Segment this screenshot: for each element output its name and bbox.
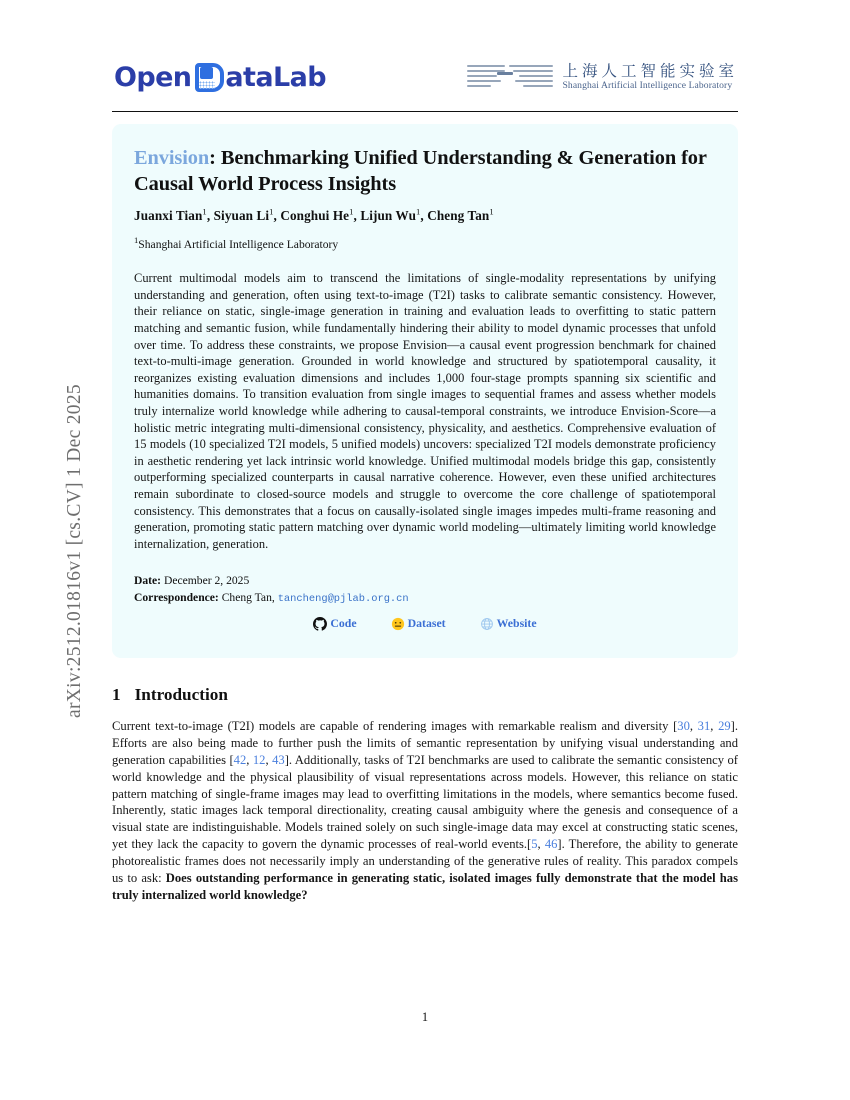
correspondence-label: Correspondence: xyxy=(134,591,219,605)
section-number: 1 xyxy=(112,685,121,705)
shanghai-ai-lab-mark-icon xyxy=(467,61,553,93)
cite-sep: , xyxy=(265,753,273,768)
author-affil-marker: 1 xyxy=(349,206,354,217)
arxiv-stamp-text: arXiv:2512.01816v1 [cs.CV] 1 Dec 2025 xyxy=(64,384,85,718)
citation-ref[interactable]: 31 xyxy=(697,719,711,734)
correspondence-name: Cheng Tan, xyxy=(221,591,275,605)
opendatalab-mark-icon xyxy=(195,63,224,92)
intro-text-b: ]. Efforts are also being made to further push the limits of semantic representation by unifying visual understanding and generation capabilities [ xyxy=(112,719,739,768)
abstract-text: Current multimodal models aim to transcend the limitations of single-modality representations by unifying understanding and generation, often using text-to-image (T2I) tasks to calibrate semantic consistency. However, their reliance on static, single-image generation in training and evaluation leads to overfitting to static pattern matching and semantic fusion, while fundamentally hindering their ability to model dynamic processes that unfold over time. To address these constraints, we propose Envision—a causal event progression benchmark for chained text-to-multi-image generation. Grounded in world knowledge and structured by spatiotemporal causality, it reorganizes existing evaluation dimensions and includes 1,000 four-stage prompts spanning six scientific and humanities domains. To transition evaluation from single images to sequential frames and assess whether models truly internalize world knowledge while adhering to causal-temporal constraints, we introduce Envision-Score—a holistic metric integrating multi-dimensional consistency, physicality, and aesthetics. Comprehensive evaluation of 15 models (10 specialized T2I models, 5 unified models) uncovers: specialized T2I models demonstrate proficiency in aesthetic rendering yet lack intrinsic world knowledge. Unified multimodal models bridge this gap, consistently outperforming specialized counterparts in causal narrative coherence. However, even these unified architectures remain subordinate to closed-source models and struggle to overcome the core challenge of spatiotemporal consistency. This demonstrates that a focus on causally-isolated single images impedes multi-frame reasoning and generation, promoting static pattern matching over dynamic world modeling—ultimately limiting world knowledge internalization, generation. xyxy=(134,271,716,551)
abstract-card xyxy=(112,124,738,658)
paper-page xyxy=(112,0,738,1100)
section-title: Introduction xyxy=(134,685,228,705)
page-number: 1 xyxy=(421,1010,429,1024)
github-icon xyxy=(313,617,327,631)
citation-ref[interactable]: 12 xyxy=(252,753,266,768)
research-question: Does outstanding performance in generating static, isolated images fully demonstrate that the model has truly internalized world knowledge? xyxy=(112,870,738,902)
author-names: Juanxi Tian$^1$, Siyuan Li$^1$, Conghui He$^1$, Lijun Wu$^1$, Cheng Tan$^1$ xyxy=(134,206,494,224)
affiliation xyxy=(134,235,716,251)
correspondence-line xyxy=(134,590,716,607)
resource-links xyxy=(134,615,716,632)
shanghai-ai-lab-name-en: Shanghai Artificial Intelligence Laboratory xyxy=(562,80,733,92)
code-link-label: Code xyxy=(330,616,357,631)
author-affil-marker: 1 xyxy=(202,206,207,217)
opendatalab-logo-datalab: ataLab xyxy=(225,61,326,93)
website-link-label: Website xyxy=(496,616,537,631)
intro-text-d: ]. Therefore, the ability to generate photorealistic frames does not necessarily imply an understanding of the generative rules of reality. This paradox compels us to ask: xyxy=(112,837,739,885)
author-affil-marker: 1 xyxy=(416,206,421,217)
citation-ref[interactable]: 29 xyxy=(718,719,731,734)
section-heading-introduction xyxy=(112,685,738,705)
date-line xyxy=(134,573,716,590)
opendatalab-logo-open: Open xyxy=(114,61,192,93)
dataset-link-label: Dataset xyxy=(407,616,446,631)
arxiv-stamp xyxy=(0,0,100,1100)
opendatalab-logo xyxy=(114,60,326,94)
author-list xyxy=(134,207,716,224)
page-title xyxy=(134,146,716,198)
website-link[interactable] xyxy=(480,615,537,632)
intro-text-a: Current text-to-image (T2I) models are capable of rendering images with remarkable realism and diversity [ xyxy=(112,719,678,734)
globe-icon xyxy=(480,617,494,631)
date-label: Date: xyxy=(134,574,162,588)
paper-meta xyxy=(134,573,716,632)
shanghai-ai-lab-name-cn: 上海人工智能实验室 xyxy=(562,61,738,80)
intro-text-c: ]. Additionally, tasks of T2I benchmarks are used to calibrate the semantic consistency of world knowledge and the physical plausibility of visual representations across models. However, this reliance on static pattern matching of single-frame images may lead to overfitting limitations in the models, where semantics become fused. Inherently, static images lack temporal directionality, creating causal ambiguity where the genesis and consequence of a visual state are indistinguishable. Models trained solely on such single-image data may excel at constructing static scenes, yet they lack the capacity to govern the dynamic processes of real-world events.[ xyxy=(112,753,738,852)
introduction-paragraph xyxy=(112,718,738,903)
cite-sep: , xyxy=(246,753,253,768)
citation-ref[interactable]: 5 xyxy=(531,837,538,852)
title-brand: Envision xyxy=(134,147,210,169)
citation-ref[interactable]: 42 xyxy=(233,753,247,768)
cite-sep: , xyxy=(537,837,545,852)
citation-ref[interactable]: 30 xyxy=(677,719,690,734)
shanghai-ai-lab-logo xyxy=(467,58,738,96)
citation-ref[interactable]: 43 xyxy=(272,753,285,768)
cite-sep: , xyxy=(689,719,698,734)
header-divider xyxy=(112,111,738,112)
affiliation-marker: 1 xyxy=(134,235,139,246)
cite-sep: , xyxy=(710,719,719,734)
page-header xyxy=(112,58,738,110)
author-affil-marker: 1 xyxy=(489,206,494,217)
dataset-link[interactable] xyxy=(391,615,446,632)
title-rest: : Benchmarking Unified Understanding & Generation for Causal World Process Insights xyxy=(134,147,707,195)
correspondence-email[interactable]: tancheng@pjlab.org.cn xyxy=(277,593,409,606)
author-affil-marker: 1 xyxy=(269,206,274,217)
affiliation-text: Shanghai Artificial Intelligence Laboratory xyxy=(138,238,339,252)
date-value: December 2, 2025 xyxy=(163,574,250,588)
citation-ref[interactable]: 46 xyxy=(544,837,558,852)
huggingface-icon xyxy=(391,617,405,631)
code-link[interactable] xyxy=(313,615,356,632)
